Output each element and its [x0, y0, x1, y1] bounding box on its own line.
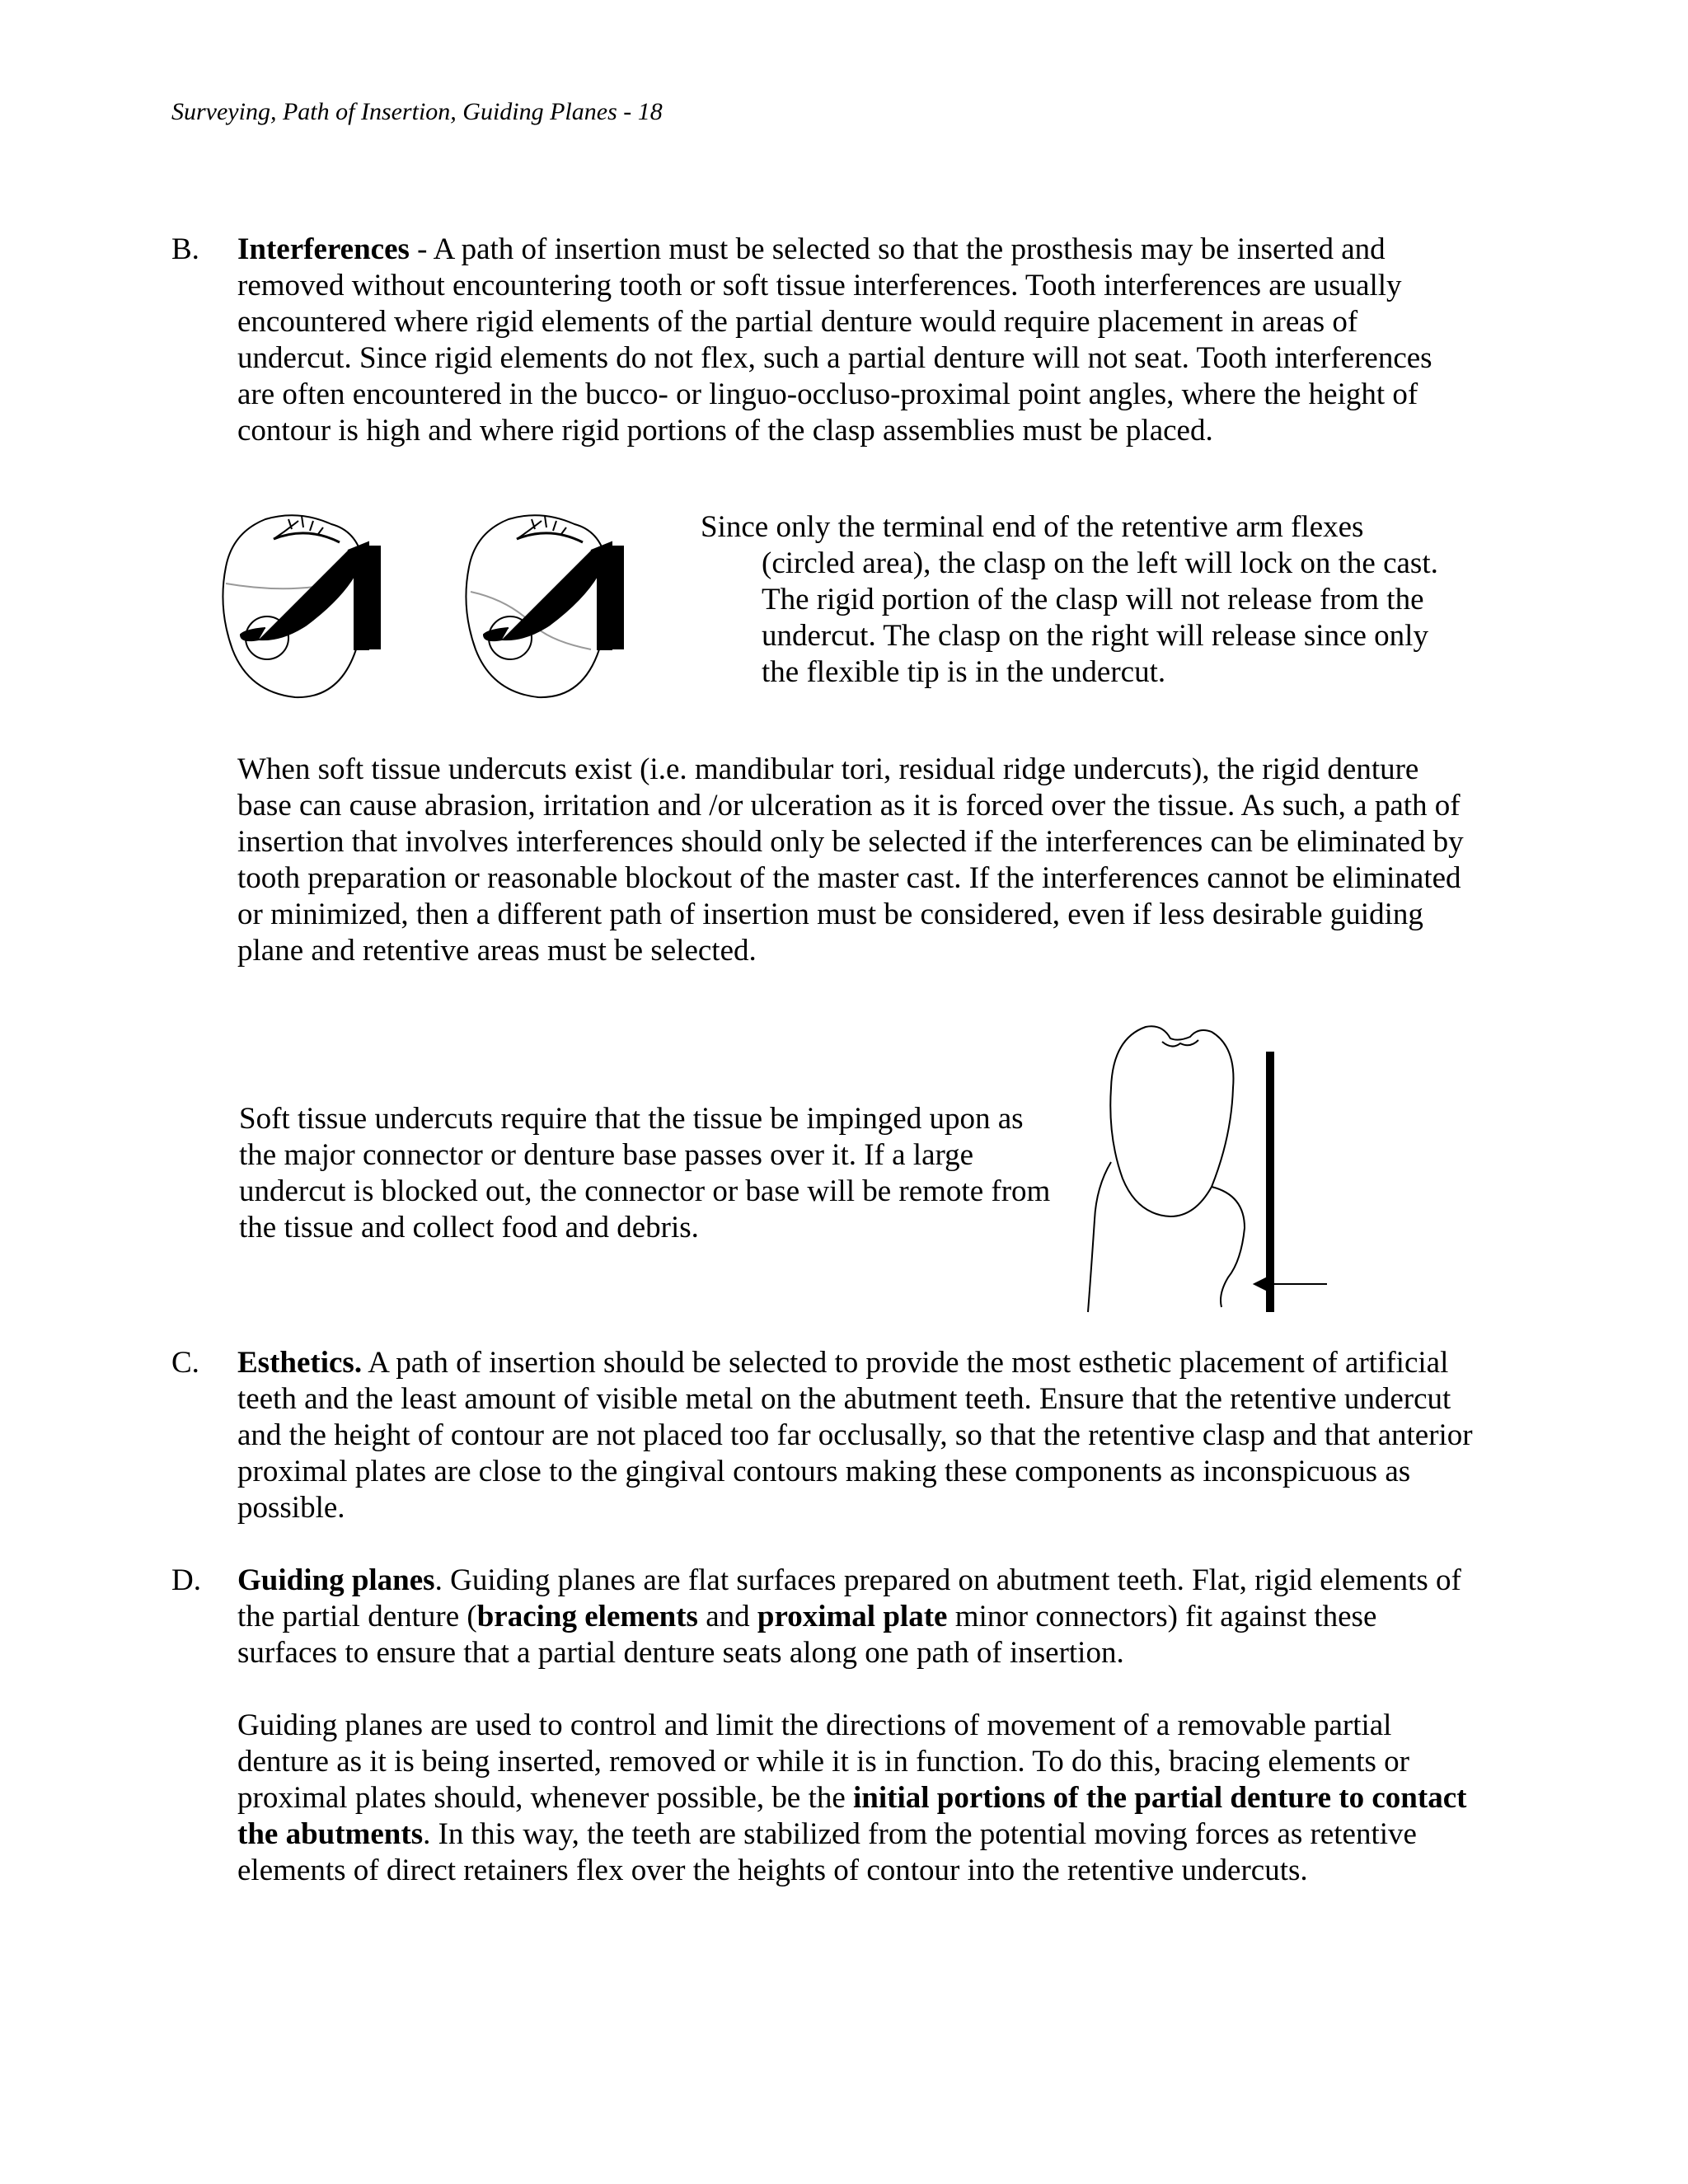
connector-bar: [1266, 1052, 1274, 1312]
section-heading: Interferences: [237, 232, 410, 266]
soft-tissue-undercut-figure: [1080, 1022, 1376, 1319]
arrow-head-icon: [1254, 1277, 1268, 1291]
section-interferences: [171, 232, 1474, 449]
tooth-right-releasing-clasp: [466, 515, 624, 697]
tooth-fissure: [1162, 1040, 1198, 1047]
section-marker: C.: [171, 1346, 199, 1380]
soft-tissue-figure-caption: Soft tissue undercuts require that the tissue be impinged upon as the major connector or denture base passes over it. If a large undercut is blocked out, the connector or base will be remote from the tissue and collect food and debris.: [239, 1102, 1051, 1244]
section-marker: D.: [171, 1563, 201, 1597]
tissue-contour-right: [1212, 1187, 1245, 1307]
section-marker: B.: [171, 232, 199, 266]
section-esthetics: [171, 1345, 1474, 1526]
clasp-comparison-figure: [216, 509, 645, 704]
guiding-planes-paragraph-1: Guiding planes. Guiding planes are flat surfaces prepared on abutment teeth. Flat, rigid elements of the partial denture (bracing elements and proximal plate minor connectors) fit against these surfaces to ensure that a partial denture seats along one path of insertion.: [237, 1563, 1461, 1670]
section-heading: Esthetics.: [237, 1346, 363, 1380]
clasp-figure-caption: Since only the terminal end of the retentive arm flexes (circled area), the clasp on the left will lock on the cast. The rigid portion of the clasp will not release from the undercut. The clasp on the right will release since only the flexible tip is in the undercut.: [701, 510, 1438, 689]
guiding-planes-paragraph-2: Guiding planes are used to control and limit the directions of movement of a removable partial denture as it is being inserted, removed or while it is in function. To do this, bracing elements or proximal plates should, whenever possible, be the initial portions of the partial denture to contact the abutments. In this way, the teeth are stabilized from the potential moving forces as retentive elements of direct retainers flex over the heights of contour into the retentive undercuts.: [237, 1708, 1467, 1887]
soft-tissue-paragraph: When soft tissue undercuts exist (i.e. mandibular tori, residual ridge undercuts), the rigid denture base can cause abrasion, irritation and /or ulceration as it is forced over the tissue. As such, a path of insertion that involves interferences should only be selected if the interferences can be eliminated by tooth preparation or reasonable blockout of the master cast. If the interferences cannot be eliminated or minimized, then a different path of insertion must be considered, even if less desirable guiding plane and retentive areas must be selected.: [237, 752, 1464, 968]
tissue-contour-left: [1088, 1162, 1111, 1312]
section-heading: Guiding planes: [237, 1563, 435, 1597]
running-header: Surveying, Path of Insertion, Guiding Planes - 18: [171, 98, 663, 125]
interferences-paragraph: Interferences - A path of insertion must be selected so that the prosthesis may be inserted and removed without encountering tooth or soft tissue interferences. Tooth interferences are usually encountered where rigid elements of the partial denture would require placement in areas of undercut. Since rigid elements do not flex, such a partial denture will not seat. Tooth interferences are often encountered in the bucco- or linguo-occluso-proximal point angles, where the height of contour is high and where rigid portions of the clasp assemblies must be placed.: [237, 232, 1432, 448]
esthetics-paragraph: Esthetics. A path of insertion should be selected to provide the most esthetic placement of artificial teeth and the least amount of visible metal on the abutment teeth. Ensure that the retentive undercut and the height of contour are not placed too far occlusally, so that the retentive clasp and that anterior proximal plates are close to the gingival contours making these components as inconspicuous as possible.: [237, 1346, 1473, 1525]
tooth-left-locking-clasp: [223, 515, 381, 697]
section-guiding-planes: [171, 1563, 1474, 1889]
